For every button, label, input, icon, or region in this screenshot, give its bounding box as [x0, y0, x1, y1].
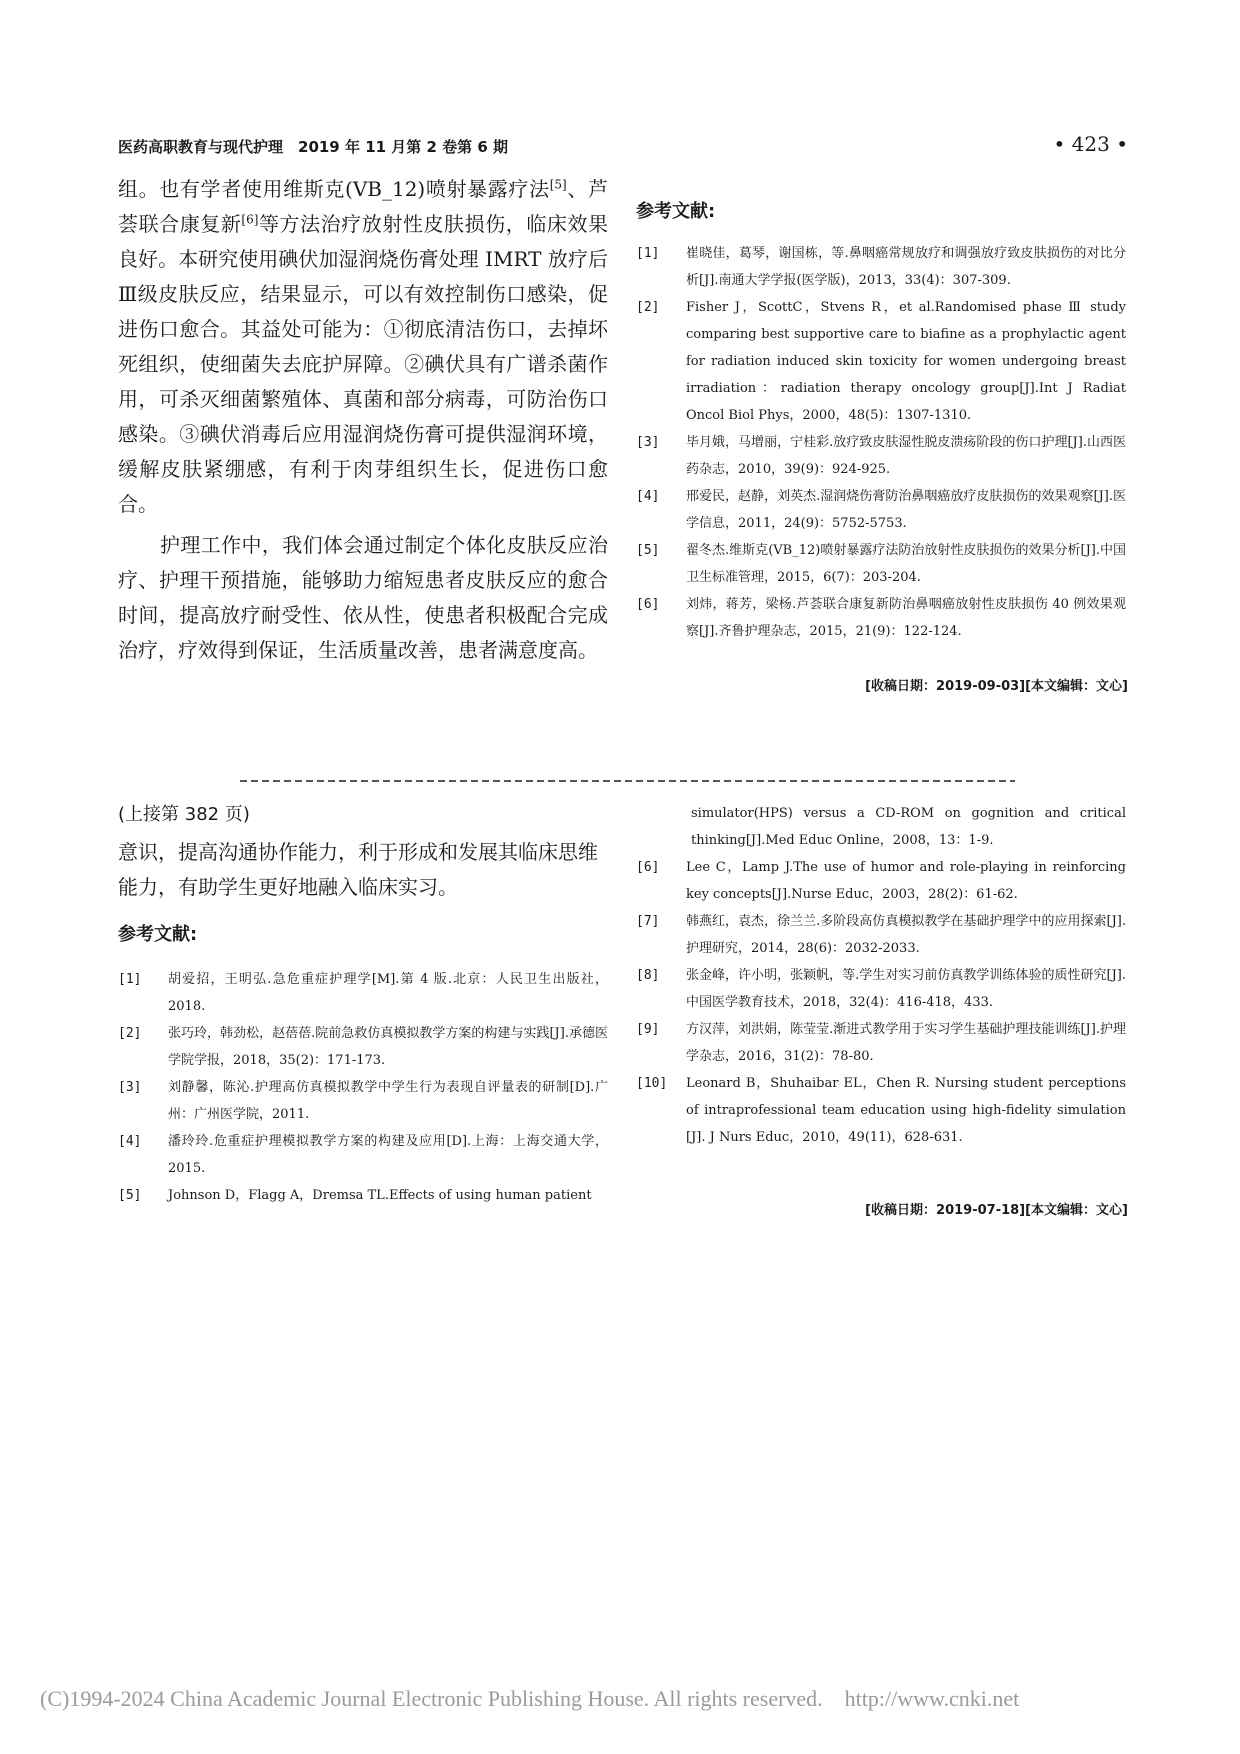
continued-body: [118, 835, 608, 905]
reference-text: Leonard B，Shuhaibar EL，Chen R. Nursing student perceptions of intraprofessional team education using high-fidelity simulation [J]. J Nurs Educ，2010，49(11)，628-631.: [686, 1076, 1126, 1145]
journal-title: 医药高职教育与现代护理 2019 年 11 月第 2 卷第 6 期: [118, 138, 509, 156]
reference-text: Johnson D，Flagg A，Dremsa TL.Effects of using human patient: [168, 1188, 592, 1203]
reference-item: [118, 1182, 608, 1209]
reference-text: 张金峰，许小明，张颖帆，等.学生对实习前仿真教学训练体验的质性研究[J].中国医学教育技术，2018，32(4)：416-418，433.: [686, 968, 1126, 1010]
reference-text: 韩燕红，袁杰，徐兰兰.多阶段高仿真模拟教学在基础护理学中的应用探索[J].护理研究，2014，28(6)：2032-2033.: [686, 914, 1126, 956]
reference-item: [636, 483, 1126, 537]
section-divider: [240, 780, 1015, 782]
reference-item: [636, 537, 1126, 591]
reference-text: 张巧玲，韩劲松，赵蓓蓓.院前急救仿真模拟教学方案的构建与实践[J].承德医学院学报，2018，35(2)：171-173.: [168, 1026, 608, 1068]
reference-text: 崔晓佳，葛琴，谢国栋，等.鼻咽癌常规放疗和调强放疗致皮肤损伤的对比分析[J].南通大学学报(医学版)，2013，33(4)：307-309.: [686, 246, 1126, 288]
references-title: 参考文献:: [118, 924, 198, 945]
page-number: • 423 •: [1053, 132, 1128, 156]
reference-number: [3]: [118, 1080, 142, 1095]
citation-5: [5]: [549, 177, 567, 192]
reference-item: [636, 854, 1126, 908]
received-date: [收稿日期：2019-07-18][本文编辑：文心]: [865, 1203, 1128, 1218]
reference-number: [4]: [636, 489, 660, 504]
reference-number: [8]: [636, 968, 660, 983]
reference-text: 方汉萍，刘洪娟，陈莹莹.渐进式教学用于实习学生基础护理技能训练[J].护理学杂志，2016，31(2)：78-80.: [686, 1022, 1126, 1064]
article-body: [118, 172, 608, 668]
reference-number: [2]: [118, 1026, 142, 1041]
reference-number: [5]: [118, 1188, 142, 1203]
reference-number: [1]: [636, 246, 660, 261]
reference-item: [636, 240, 1126, 294]
reference-text: Fisher J，ScottC，Stvens R，et al.Randomised phase Ⅲ study comparing best supportive care to biafine as a prophylactic agent for radiation induced skin toxicity for women undergoing breast irradiation：radiation therapy oncology group[J].Int J Radiat Oncol Biol Phys，2000，48(5)：1307-1310.: [686, 300, 1126, 423]
copyright-footer: (C)1994-2024 China Academic Journal Electronic Publishing House. All rights reserved. http://www.cnki.net: [40, 1686, 1020, 1711]
text-run: 组。也有学者使用维斯克(VB_12)喷射暴露疗法: [118, 177, 550, 201]
reference-text: 胡爱招，王明弘.急危重症护理学[M].第 4 版.北京：人民卫生出版社，2018.: [168, 972, 608, 1014]
reference-number: [7]: [636, 914, 660, 929]
body-paragraph: 意识，提高沟通协作能力，利于形成和发展其临床思维能力，有助学生更好地融入临床实习。: [118, 840, 598, 899]
continued-from: (上接第 382 页): [118, 804, 250, 825]
text-run: 、芦荟联合康复新: [118, 177, 608, 236]
reference-text: 刘静馨，陈沁.护理高仿真模拟教学中学生行为表现自评量表的研制[D].广州：广州医学院，2011.: [168, 1080, 608, 1122]
text-run: 等方法治疗放射性皮肤损伤，临床效果良好。本研究使用碘伏加湿润烧伤膏处理 IMRT 放疗后Ⅲ级皮肤反应，结果显示，可以有效控制伤口感染，促进伤口愈合。其益处可能为：①彻底清洁伤口，去掉坏死组织，使细菌失去庇护屏障。②碘伏具有广谱杀菌作用，可杀灭细菌繁殖体、真菌和部分病毒，可防治伤口感染。③碘伏消毒后应用湿润烧伤膏可提供湿润环境，缓解皮肤紧绷感，有利于肉芽组织生长，促进伤口愈合。: [118, 212, 609, 516]
reference-number: [10]: [636, 1076, 668, 1091]
reference-text: 毕月娥，马增丽，宁桂彩.放疗致皮肤湿性脱皮溃疡阶段的伤口护理[J].山西医药杂志，2010，39(9)：924-925.: [686, 435, 1126, 477]
reference-number: [9]: [636, 1022, 660, 1037]
references-title: 参考文献:: [636, 201, 716, 222]
reference-number: [4]: [118, 1134, 142, 1149]
reference-text: Lee C，Lamp J.The use of humor and role-playing in reinforcing key concepts[J].Nurse Educ，2003，28(2)：61-62.: [686, 860, 1126, 902]
reference-item: [636, 908, 1126, 962]
page-header: [118, 132, 1128, 158]
reference-number: [2]: [636, 300, 660, 315]
reference-item: [636, 591, 1126, 645]
reference-text: simulator(HPS) versus a CD-ROM on gognition and critical thinking[J].Med Educ Online，2008，13：1-9.: [691, 806, 1126, 848]
reference-number: [5]: [636, 543, 660, 558]
reference-continued: [636, 800, 1126, 854]
received-date: [收稿日期：2019-09-03][本文编辑：文心]: [865, 679, 1128, 694]
reference-item: [636, 962, 1126, 1016]
reference-item: [636, 429, 1126, 483]
reference-number: [3]: [636, 435, 660, 450]
reference-text: 邢爱民，赵静，刘英杰.湿润烧伤膏防治鼻咽癌放疗皮肤损伤的效果观察[J].医学信息，2011，24(9)：5752-5753.: [686, 489, 1126, 531]
reference-item: [636, 1070, 1126, 1151]
citation-6: [6]: [241, 212, 259, 227]
reference-text: 刘炜，蒋芳，梁杨.芦荟联合康复新防治鼻咽癌放射性皮肤损伤 40 例效果观察[J].齐鲁护理杂志，2015，21(9)：122-124.: [686, 597, 1126, 639]
reference-item: [636, 1016, 1126, 1070]
reference-item: [118, 966, 608, 1020]
reference-item: [118, 1020, 608, 1074]
reference-list: [636, 240, 1126, 645]
body-paragraph: 护理工作中，我们体会通过制定个体化皮肤反应治疗、护理干预措施，能够助力缩短患者皮肤反应的愈合时间，提高放疗耐受性、依从性，使患者积极配合完成治疗，疗效得到保证，生活质量改善，患者满意度高。: [118, 533, 608, 662]
reference-list: [636, 800, 1126, 1151]
reference-item: [636, 294, 1126, 429]
reference-item: [118, 1128, 608, 1182]
reference-number: [1]: [118, 972, 142, 987]
reference-number: [6]: [636, 860, 660, 875]
reference-text: 翟冬杰.维斯克(VB_12)喷射暴露疗法防治放射性皮肤损伤的效果分析[J].中国卫生标准管理，2015，6(7)：203-204.: [686, 543, 1126, 585]
reference-number: [6]: [636, 597, 660, 612]
reference-item: [118, 1074, 608, 1128]
reference-text: 潘玲玲.危重症护理模拟教学方案的构建及应用[D].上海：上海交通大学，2015.: [168, 1134, 608, 1176]
reference-list: [118, 966, 608, 1209]
body-paragraph: [118, 172, 608, 522]
